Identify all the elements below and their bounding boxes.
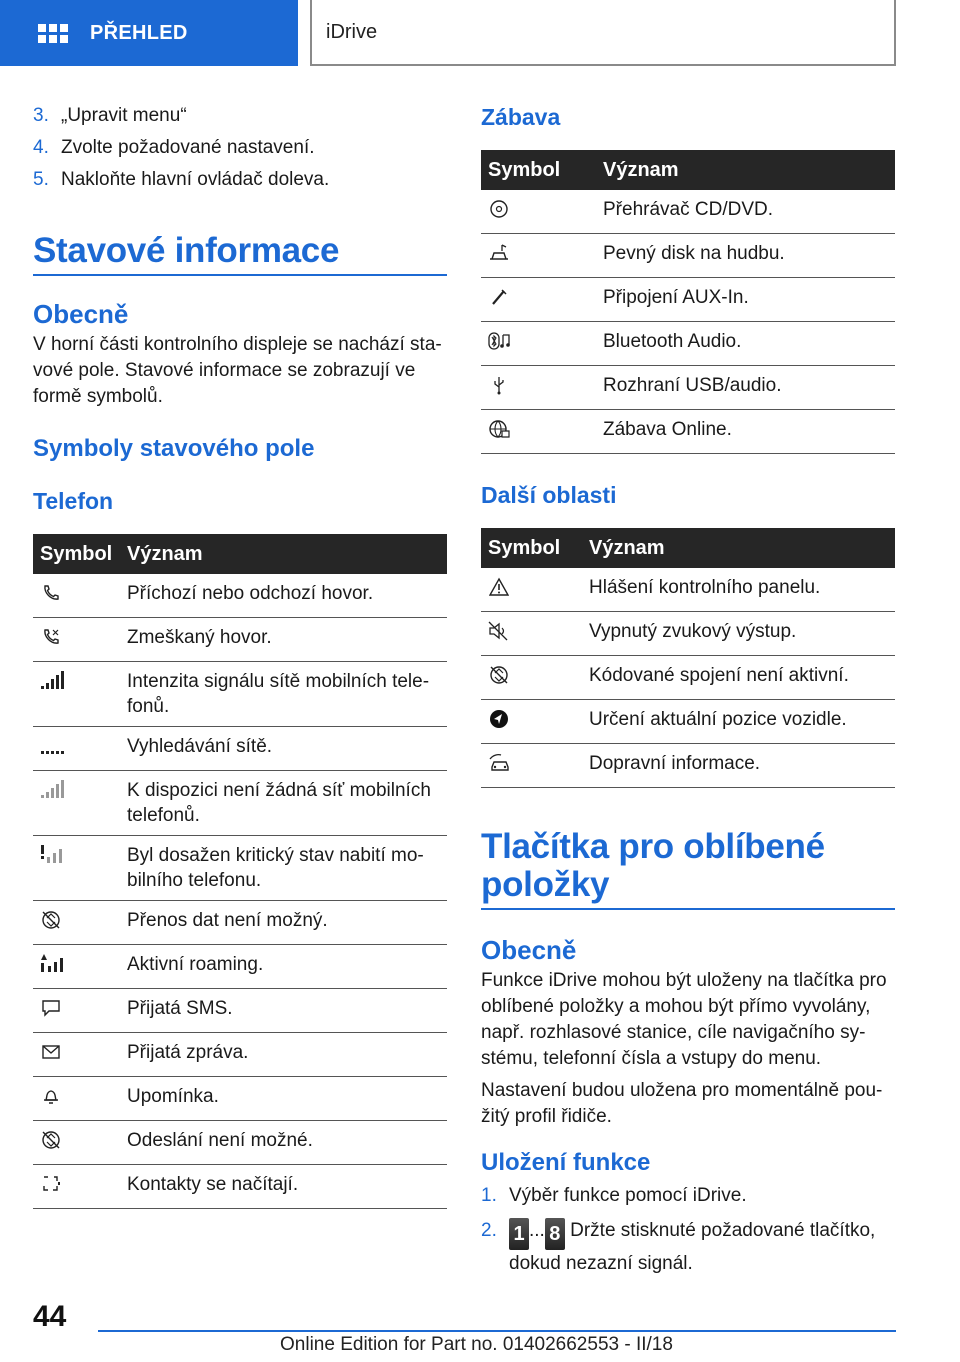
table-row: Rozhraní USB/audio. bbox=[481, 366, 895, 410]
table-row: Dopravní informace. bbox=[481, 744, 895, 788]
cd-dvd-icon bbox=[488, 199, 510, 219]
overview-tab-label: PŘEHLED bbox=[90, 21, 188, 44]
table-row: Odeslání není možné. bbox=[33, 1121, 447, 1165]
table-row: Zábava Online. bbox=[481, 410, 895, 454]
overview-tab[interactable] bbox=[0, 0, 298, 66]
column-header-symbol: Symbol bbox=[481, 528, 589, 568]
network-search-icon bbox=[40, 736, 62, 756]
encryption-off-icon bbox=[488, 665, 510, 685]
heading-status-symbols: Symboly stavového pole bbox=[33, 435, 315, 462]
mail-icon bbox=[40, 1042, 62, 1062]
general-paragraph-2: Nastavení budou uložena pro momentálně pou-žitý profil řidiče. bbox=[481, 1080, 883, 1127]
page-number: 44 bbox=[33, 1300, 67, 1333]
grid-menu-icon bbox=[38, 24, 68, 43]
column-header-meaning: Význam bbox=[589, 528, 895, 568]
other-symbols-table bbox=[481, 528, 895, 788]
table-row: Bluetooth Audio. bbox=[481, 322, 895, 366]
table-row: Vyhledávání sítě. bbox=[33, 727, 447, 771]
table-row: Příchozí nebo odchozí hovor. bbox=[33, 574, 447, 618]
online-entertainment-icon bbox=[488, 419, 510, 439]
general-paragraph: V horní části kontrolního displeje se nachází sta-vové pole. Stavové informace se zobrazují ve formě symbolů. bbox=[33, 334, 442, 407]
heading-general: Obecně bbox=[481, 935, 577, 965]
edition-note: Online Edition for Part no. 01402662553 - II/18 bbox=[280, 1334, 673, 1355]
reminder-bell-icon bbox=[40, 1086, 62, 1106]
speaker-muted-icon bbox=[488, 621, 510, 641]
position-icon bbox=[488, 709, 510, 729]
chapter-tab[interactable] bbox=[310, 0, 896, 66]
bluetooth-audio-icon bbox=[488, 331, 510, 351]
phone-icon bbox=[40, 583, 62, 603]
battery-critical-icon bbox=[40, 845, 62, 865]
left-column bbox=[33, 100, 447, 1209]
favorite-key-1-icon: 1 bbox=[509, 1218, 529, 1250]
heading-save-function: Uložení funkce bbox=[481, 1149, 651, 1176]
table-row: Hlášení kontrolního panelu. bbox=[481, 568, 895, 612]
heading-entertainment: Zábava bbox=[481, 104, 561, 130]
list-item: 1. Výběr funkce pomocí iDrive. bbox=[481, 1185, 747, 1206]
table-row: Byl dosažen kritický stav nabití mo-bilního telefonu. bbox=[33, 836, 447, 901]
heading-general: Obecně bbox=[33, 299, 129, 329]
table-row: Přijatá zpráva. bbox=[33, 1033, 447, 1077]
list-item: 3. „Upravit menu“ bbox=[33, 105, 187, 126]
table-row: Intenzita signálu sítě mobilních tele-fonů. bbox=[33, 662, 447, 727]
table-row: Přenos dat není možný. bbox=[33, 901, 447, 945]
table-row: Kódované spojení není aktivní. bbox=[481, 656, 895, 700]
warning-triangle-icon bbox=[488, 577, 510, 597]
signal-strength-icon bbox=[40, 671, 62, 691]
section-title-status: Stavové informace bbox=[33, 232, 447, 276]
aux-in-icon bbox=[488, 287, 510, 307]
column-header-meaning: Význam bbox=[603, 150, 895, 190]
no-network-icon bbox=[40, 780, 62, 800]
table-row: K dispozici není žádná síť mobilních telefonů. bbox=[33, 771, 447, 836]
entertainment-symbols-table bbox=[481, 150, 895, 454]
sms-icon bbox=[40, 998, 62, 1018]
usb-icon bbox=[488, 375, 510, 395]
contacts-loading-icon bbox=[40, 1174, 62, 1194]
right-column bbox=[481, 100, 895, 1285]
traffic-info-icon bbox=[488, 753, 510, 773]
section-title-favorites: Tlačítka pro oblíbené položky bbox=[481, 828, 895, 910]
table-row: Připojení AUX-In. bbox=[481, 278, 895, 322]
table-row: Kontakty se načítají. bbox=[33, 1165, 447, 1209]
menu-steps bbox=[33, 100, 447, 196]
table-row: Aktivní roaming. bbox=[33, 945, 447, 989]
footer-divider bbox=[98, 1330, 896, 1332]
list-item: 5. Nakloňte hlavní ovládač doleva. bbox=[33, 169, 330, 190]
table-row: Určení aktuální pozice vozidle. bbox=[481, 700, 895, 744]
send-disabled-icon bbox=[40, 1130, 62, 1150]
list-item: 2. 1 ... 8 Držte stisknuté požadované tlačítko, dokud nezazní signál. bbox=[481, 1220, 876, 1274]
table-row: Pevný disk na hudbu. bbox=[481, 234, 895, 278]
top-navigation bbox=[0, 0, 960, 66]
list-item: 4. Zvolte požadované nastavení. bbox=[33, 137, 315, 158]
column-header-meaning: Význam bbox=[127, 534, 447, 574]
table-row: Zmeškaný hovor. bbox=[33, 618, 447, 662]
general-paragraph-1: Funkce iDrive mohou být uloženy na tlačítka pro oblíbené položky a mohou být přímo vyvolány, např. rozhlasové stanice, cíle navigačního sy-stému, telefonní čísla a vstupy do menu. bbox=[481, 970, 887, 1069]
table-row: Upomínka. bbox=[33, 1077, 447, 1121]
favorite-key-8-icon: 8 bbox=[545, 1218, 565, 1250]
missed-call-icon bbox=[40, 627, 62, 647]
column-header-symbol: Symbol bbox=[481, 150, 603, 190]
heading-other-areas: Další oblasti bbox=[481, 482, 617, 508]
phone-symbols-table bbox=[33, 534, 447, 1209]
column-header-symbol: Symbol bbox=[33, 534, 127, 574]
save-steps bbox=[481, 1182, 895, 1277]
hard-disk-icon bbox=[488, 243, 510, 263]
table-row: Přehrávač CD/DVD. bbox=[481, 190, 895, 234]
table-row: Vypnutý zvukový výstup. bbox=[481, 612, 895, 656]
no-data-icon bbox=[40, 910, 62, 930]
chapter-tab-label: iDrive bbox=[326, 20, 378, 43]
heading-phone: Telefon bbox=[33, 488, 114, 514]
roaming-icon bbox=[40, 954, 62, 974]
table-row: Přijatá SMS. bbox=[33, 989, 447, 1033]
